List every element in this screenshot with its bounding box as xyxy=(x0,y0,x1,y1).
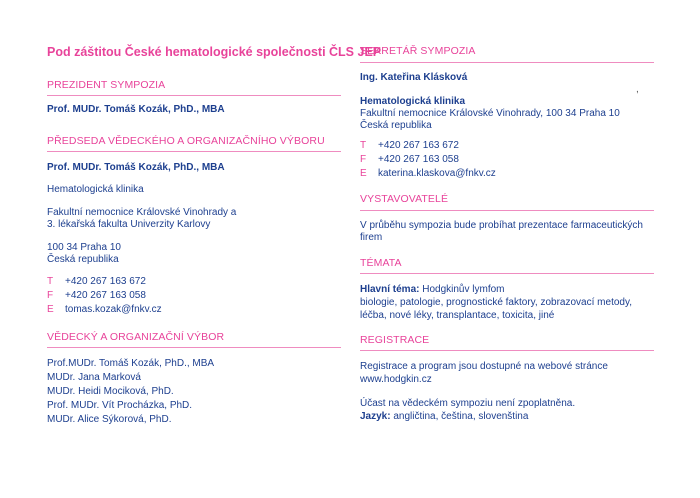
divider xyxy=(47,95,341,96)
main-topic xyxy=(360,284,505,296)
email-link[interactable]: katerina.klaskova@fnkv.cz xyxy=(378,168,496,179)
patronage-header: Pod záštitou České hematologické společnosti ČLS JEP xyxy=(47,45,382,59)
chair-name: Prof. MUDr. Tomáš Kozák, PhD., MBA xyxy=(47,162,225,173)
phone-value: +420 267 163 672 xyxy=(378,140,459,151)
divider xyxy=(47,151,341,152)
registration-url[interactable]: www.hodgkin.cz xyxy=(360,374,432,385)
registration-text: Registrace a program jsou dostupné na webové stránce xyxy=(360,361,608,372)
topics-heading: TÉMATA xyxy=(360,257,402,269)
email-link[interactable]: tomas.kozak@fnkv.cz xyxy=(65,304,162,315)
secretary-email xyxy=(360,168,496,180)
secretary-hospital: Fakultní nemocnice Královské Vinohrady, 100 34 Praha 10 xyxy=(360,108,620,119)
exhibitors-heading: VYSTAVOVATELÉ xyxy=(360,193,449,205)
chair-heading: PŘEDSEDA VĚDECKÉHO A ORGANIZAČNÍHO VÝBORU xyxy=(47,135,325,147)
committee-heading: VĚDECKÝ A ORGANIZAČNÍ VÝBOR xyxy=(47,331,225,343)
chair-hospital-line1: Fakultní nemocnice Královské Vinohrady a xyxy=(47,207,237,218)
chair-phone xyxy=(47,276,146,288)
committee-member: Prof.MUDr. Tomáš Kozák, PhD., MBA xyxy=(47,358,215,369)
committee-member: MUDr. Heidi Mociková, PhD. xyxy=(47,386,174,397)
secretary-heading: SEKRETÁŘ SYMPOZIA xyxy=(360,45,476,57)
divider xyxy=(360,350,654,351)
president-name: Prof. MUDr. Tomáš Kozák, PhD., MBA xyxy=(47,104,225,115)
fax-value: +420 267 163 058 xyxy=(65,290,146,301)
president-heading: PREZIDENT SYMPOZIA xyxy=(47,79,166,91)
topics-text: biologie, patologie, prognostické faktory, zobrazovací metody, léčba, nové léky, transplantace, toxicita, jiné xyxy=(360,297,633,321)
fax-label: F xyxy=(360,154,367,165)
language-value: angličtina, čeština, slovenština xyxy=(390,411,529,422)
fax-value: +420 267 163 058 xyxy=(378,154,459,165)
language xyxy=(360,411,528,423)
language-label: Jazyk: xyxy=(360,411,391,422)
email-label: E xyxy=(47,304,54,315)
divider xyxy=(47,347,341,348)
committee-member: Prof. MUDr. Vít Procházka, PhD. xyxy=(47,400,193,411)
secretary-country: Česká republika xyxy=(360,120,432,131)
divider xyxy=(360,62,654,63)
chair-address-line2: Česká republika xyxy=(47,254,119,265)
chair-hospital-line2: 3. lékařská fakulta Univerzity Karlovy xyxy=(47,219,211,230)
secretary-clinic: Hematologická klinika xyxy=(360,96,466,107)
secretary-name: Ing. Kateřina Klásková xyxy=(360,72,468,83)
registration-heading: REGISTRACE xyxy=(360,334,430,346)
chair-fax xyxy=(47,290,146,302)
phone-label: T xyxy=(47,276,54,287)
exhibitors-text: V průběhu sympozia bude probíhat prezentace farmaceutických firem xyxy=(360,220,643,243)
secretary-fax xyxy=(360,154,459,166)
phone-label: T xyxy=(360,140,367,151)
main-topic-value: Hodgkinův lymfom xyxy=(419,284,505,295)
fax-label: F xyxy=(47,290,54,301)
committee-member: MUDr. Jana Marková xyxy=(47,372,141,383)
phone-value: +420 267 163 672 xyxy=(65,276,146,287)
fee-note: Účast na vědeckém sympoziu není zpoplatněna. xyxy=(360,398,576,409)
main-topic-label: Hlavní téma: xyxy=(360,284,420,295)
chair-clinic: Hematologická klinika xyxy=(47,184,144,195)
divider xyxy=(360,210,654,211)
committee-member: MUDr. Alice Sýkorová, PhD. xyxy=(47,414,172,425)
secretary-phone xyxy=(360,140,459,152)
divider xyxy=(360,273,654,274)
chair-address-line1: 100 34 Praha 10 xyxy=(47,242,121,253)
chair-email xyxy=(47,304,162,316)
stray-comma: , xyxy=(636,84,639,95)
email-label: E xyxy=(360,168,367,179)
